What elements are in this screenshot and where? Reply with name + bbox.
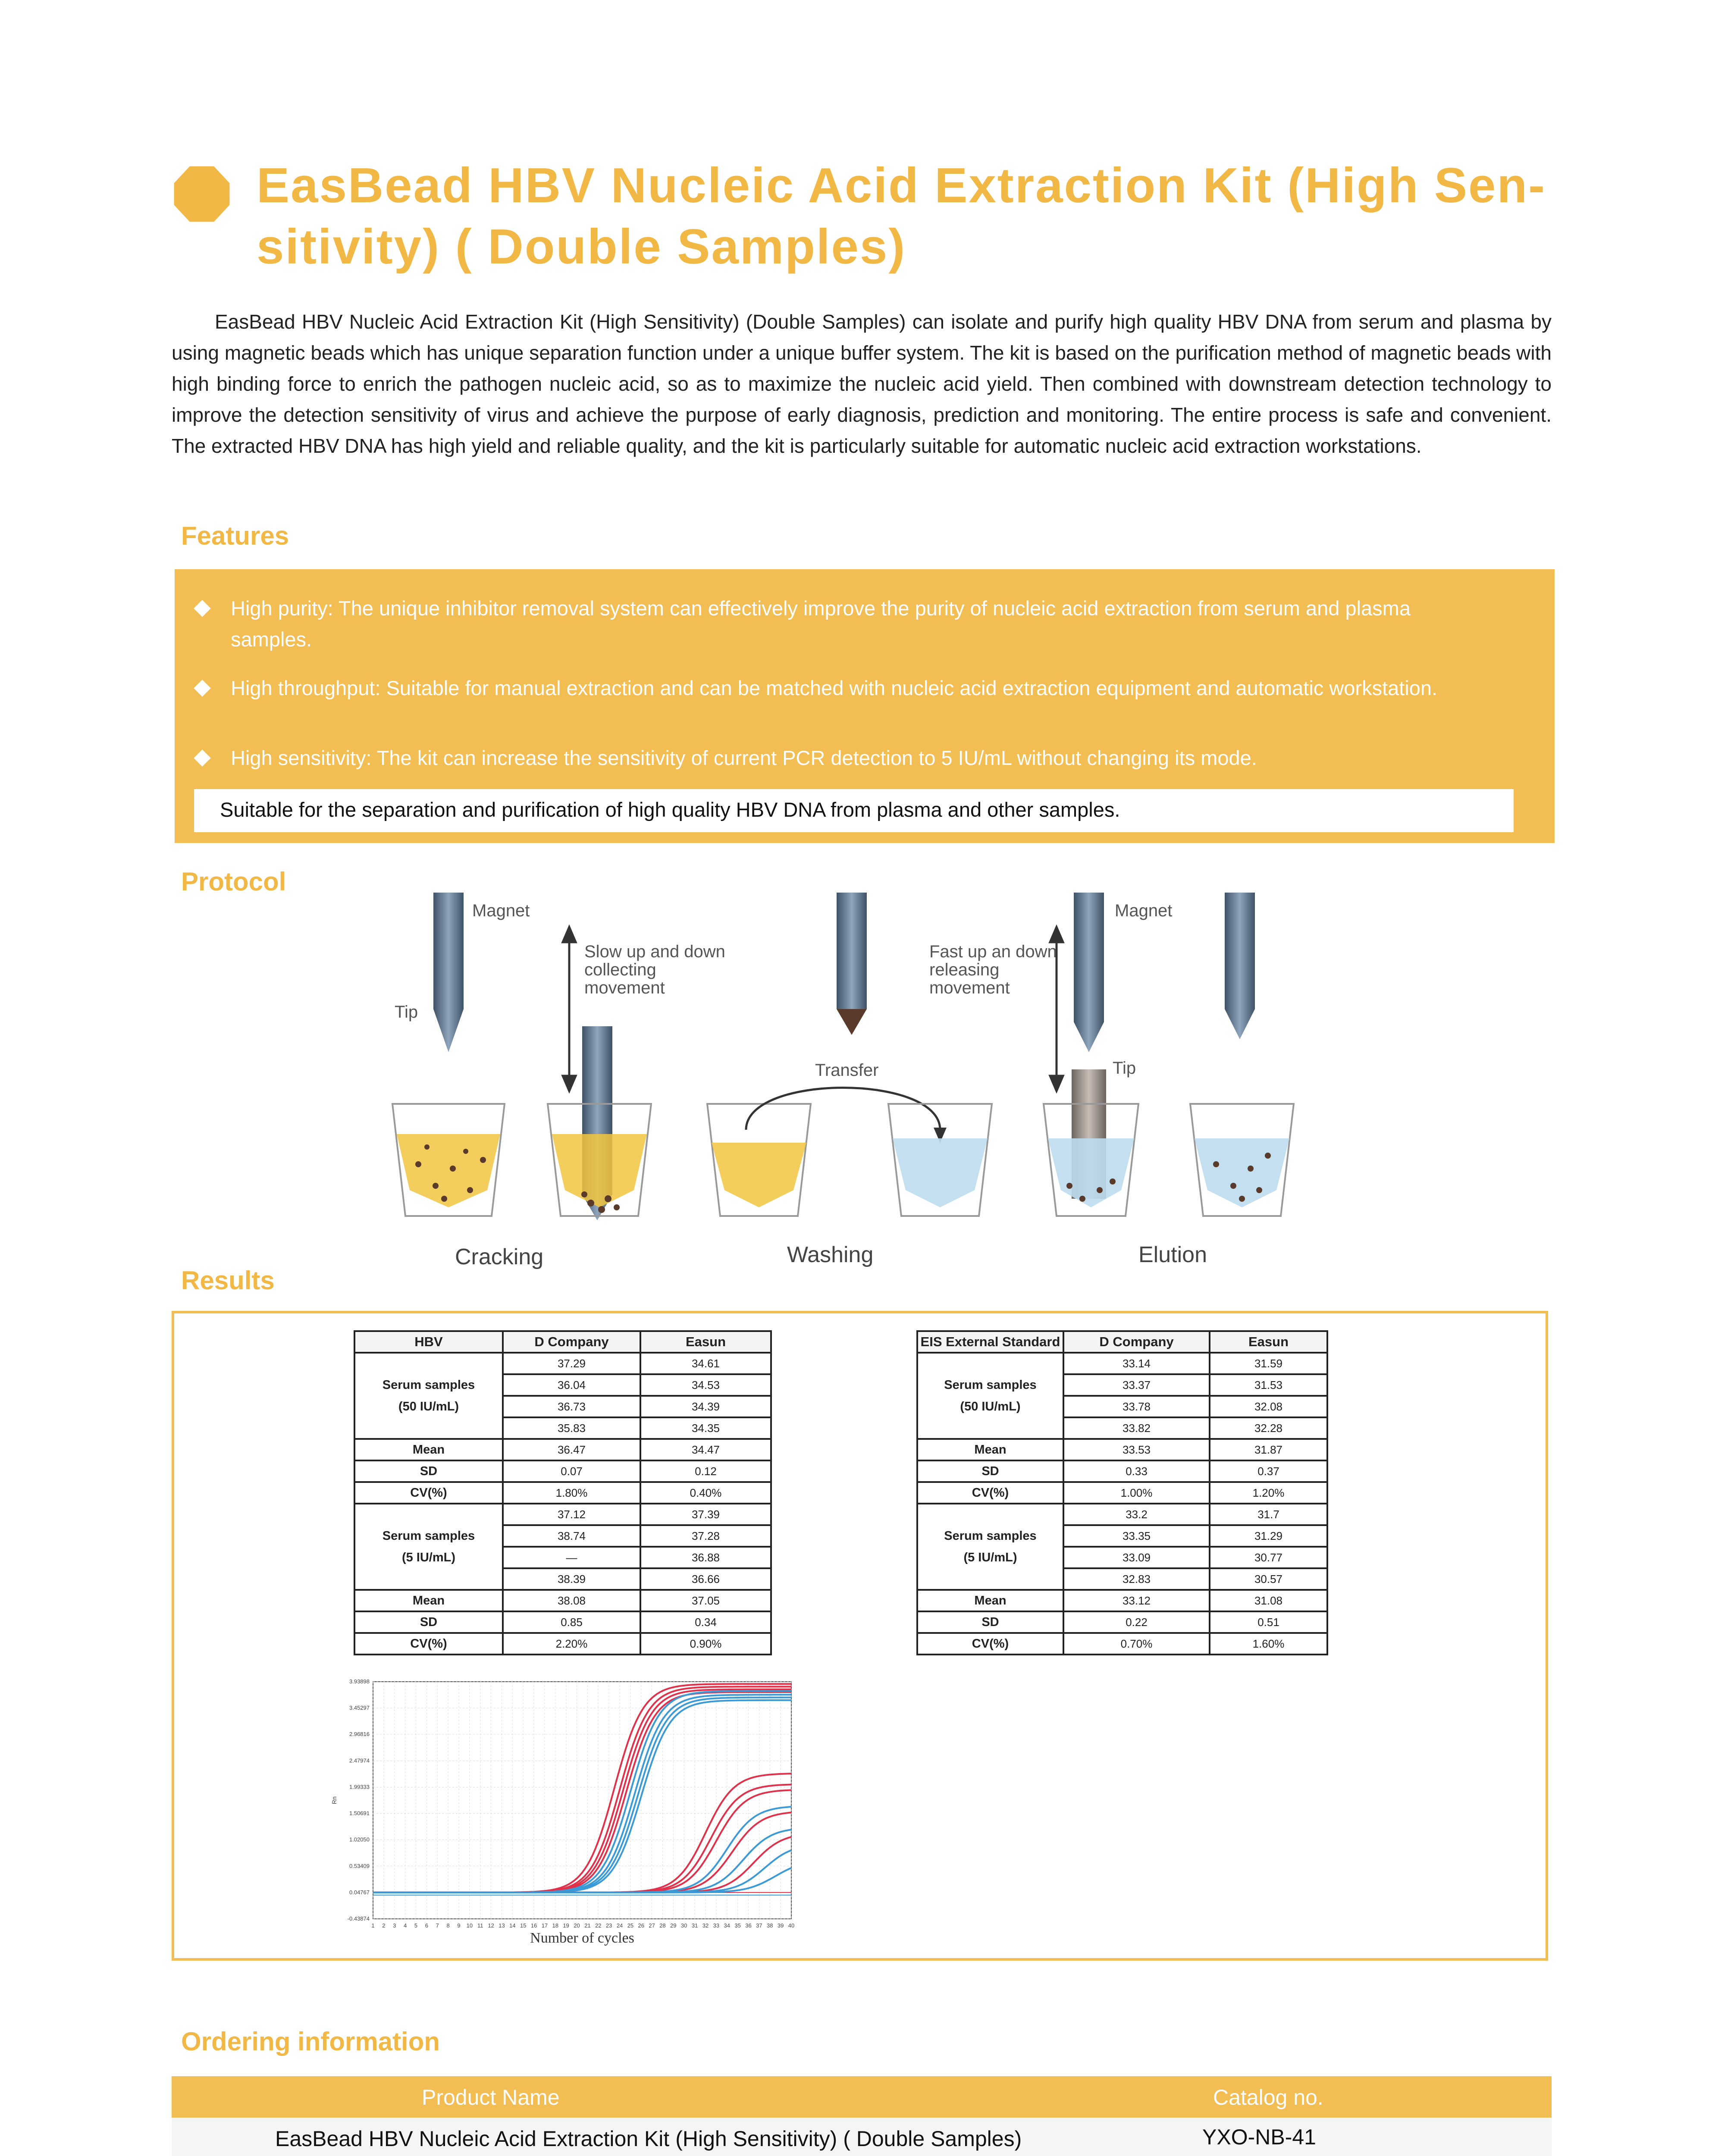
amplification-chart [328, 1677, 802, 1953]
table-cell: 32.28 [1210, 1417, 1327, 1439]
table-row [354, 1439, 771, 1460]
table-cell: — [503, 1547, 640, 1568]
magnet-icon [433, 893, 464, 1052]
x-tick-label: 12 [488, 1922, 494, 1929]
x-tick-label: 39 [777, 1922, 784, 1929]
fast-label-line-1: Fast up an down [929, 942, 1057, 961]
stat-label: SD [354, 1611, 503, 1633]
table-cell: 37.39 [640, 1504, 771, 1525]
results-table-hbv [354, 1330, 772, 1655]
page-title [257, 155, 1572, 278]
table-header-cell: D Company [503, 1331, 640, 1353]
table-cell: 37.28 [640, 1525, 771, 1547]
stat-label: CV(%) [354, 1482, 503, 1504]
table-cell: 0.85 [503, 1611, 640, 1633]
catalog-header: Catalog no. [1213, 2085, 1323, 2109]
table-cell: 0.51 [1210, 1611, 1327, 1633]
x-tick-label: 8 [446, 1922, 450, 1929]
table-cell: 37.12 [503, 1504, 640, 1525]
x-tick-label: 38 [767, 1922, 773, 1929]
y-tick-label: -0.43874 [347, 1915, 370, 1922]
stat-label: SD [917, 1460, 1063, 1482]
table-cell: 34.35 [640, 1417, 771, 1439]
y-tick-label: 1.50691 [349, 1810, 370, 1817]
page-title-line-2: sitivity) ( Double Samples) [257, 219, 906, 274]
x-tick-label: 27 [649, 1922, 655, 1929]
group-label-cell [354, 1504, 503, 1590]
table-cell: 38.39 [503, 1568, 640, 1590]
feature-text: High purity: The unique inhibitor removal system can effectively improve the purity of nucleic acid extraction from serum and plasma samples. [231, 597, 1411, 651]
x-tick-label: 30 [681, 1922, 687, 1929]
x-tick-label: 6 [425, 1922, 428, 1929]
table-cell: 31.08 [1210, 1590, 1327, 1611]
y-tick-label: 1.02050 [349, 1836, 370, 1843]
table-cell: 38.08 [503, 1590, 640, 1611]
table-row [917, 1633, 1327, 1655]
results-heading: Results [181, 1266, 275, 1295]
x-tick-label: 40 [788, 1922, 795, 1929]
group-sublabel: (5 IU/mL) [401, 1551, 456, 1564]
group-label-cell [917, 1504, 1063, 1590]
slow-label-line-1: Slow up and down [584, 942, 725, 961]
y-tick-label: 3.93898 [349, 1678, 370, 1685]
x-tick-label: 14 [509, 1922, 516, 1929]
cup-icon [392, 1104, 505, 1216]
table-cell: 36.47 [503, 1439, 640, 1460]
table-cell: 0.22 [1063, 1611, 1210, 1633]
table-cell: 33.53 [1063, 1439, 1210, 1460]
x-tick-label: 5 [414, 1922, 418, 1929]
table-cell: 37.05 [640, 1590, 771, 1611]
stat-label: Mean [354, 1439, 503, 1460]
x-tick-label: 9 [457, 1922, 461, 1929]
step-elution: Elution [1138, 1242, 1207, 1267]
x-tick-label: 26 [638, 1922, 645, 1929]
table-header-cell: EIS External Standard [917, 1331, 1063, 1353]
magnet-label: Magnet [472, 901, 530, 920]
table-cell: 36.88 [640, 1547, 771, 1568]
table-cell: 0.90% [640, 1633, 771, 1655]
y-tick-label: 0.04767 [349, 1889, 370, 1896]
table-header-cell: D Company [1063, 1331, 1210, 1353]
x-tick-label: 1 [371, 1922, 375, 1929]
table-cell: 31.7 [1210, 1504, 1327, 1525]
cup-icon [707, 1104, 811, 1216]
table-header-cell: Easun [1210, 1331, 1327, 1353]
x-tick-label: 29 [670, 1922, 677, 1929]
suitable-box [194, 789, 1514, 832]
magnet-icon [1225, 893, 1255, 1039]
x-tick-label: 31 [691, 1922, 698, 1929]
x-tick-label: 17 [541, 1922, 548, 1929]
table-cell: 34.61 [640, 1353, 771, 1374]
table-cell: 38.74 [503, 1525, 640, 1547]
x-tick-label: 3 [393, 1922, 396, 1929]
table-cell: 0.12 [640, 1460, 771, 1482]
group-sublabel: (50 IU/mL) [960, 1400, 1021, 1413]
ordering-heading: Ordering information [181, 2027, 440, 2056]
table-header-cell: Easun [640, 1331, 771, 1353]
feature-text: High throughput: Suitable for manual extraction and can be matched with nucleic acid extraction equipment and automatic workstation. [231, 677, 1438, 699]
table-row [917, 1460, 1327, 1482]
table-cell: 33.37 [1063, 1374, 1210, 1396]
x-tick-label: 21 [584, 1922, 591, 1929]
group-label-cell [917, 1353, 1063, 1439]
x-tick-label: 2 [382, 1922, 386, 1929]
table-cell: 31.29 [1210, 1525, 1327, 1547]
table-row [354, 1590, 771, 1611]
table-cell: 31.87 [1210, 1439, 1327, 1460]
x-tick-label: 20 [574, 1922, 580, 1929]
results-table-eis [916, 1330, 1328, 1655]
table-cell: 1.00% [1063, 1482, 1210, 1504]
group-label: Serum samples [944, 1378, 1037, 1392]
x-axis-label: Number of cycles [530, 1930, 634, 1946]
y-axis-label: Rn [331, 1796, 338, 1804]
table-header-row [917, 1331, 1327, 1353]
tip-label: Tip [395, 1003, 418, 1022]
table-cell: 34.53 [640, 1374, 771, 1396]
step-washing: Washing [787, 1242, 874, 1267]
slow-label-line-2: collecting [584, 960, 656, 979]
table-row [917, 1482, 1327, 1504]
magnet-label: Magnet [1115, 901, 1173, 920]
table-row [354, 1482, 771, 1504]
table-row [172, 2118, 1552, 2156]
stat-label: CV(%) [354, 1633, 503, 1655]
table-cell: 36.73 [503, 1396, 640, 1417]
table-row [917, 1590, 1327, 1611]
table-cell: 33.35 [1063, 1525, 1210, 1547]
table-row [354, 1611, 771, 1633]
table-row [354, 1353, 771, 1374]
table-cell: 1.60% [1210, 1633, 1327, 1655]
x-tick-label: 32 [702, 1922, 709, 1929]
table-cell: 36.66 [640, 1568, 771, 1590]
table-cell: 0.37 [1210, 1460, 1327, 1482]
stat-label: Mean [917, 1439, 1063, 1460]
x-tick-label: 22 [595, 1922, 602, 1929]
stat-label: SD [917, 1611, 1063, 1633]
up-down-arrow-icon [563, 927, 576, 1091]
suitable-text: Suitable for the separation and purification of high quality HBV DNA from plasma and other samples. [220, 798, 1120, 821]
table-cell: 0.07 [503, 1460, 640, 1482]
step-cracking: Cracking [455, 1244, 544, 1269]
product-name-header: Product Name [422, 2085, 560, 2109]
table-row [917, 1611, 1327, 1633]
table-cell: 33.09 [1063, 1547, 1210, 1568]
catalog-cell: YXO-NB-41 [1202, 2125, 1316, 2149]
table-row [354, 1504, 771, 1525]
page-title-line-1: EasBead HBV Nucleic Acid Extraction Kit (High Sen- [257, 158, 1546, 213]
features-heading: Features [181, 521, 289, 550]
feature-text: High sensitivity: The kit can increase the sensitivity of current PCR detection to 5 IU/mL without changing its mode. [231, 746, 1257, 769]
stat-label: SD [354, 1460, 503, 1482]
group-label: Serum samples [382, 1529, 475, 1543]
table-row [354, 1633, 771, 1655]
ordering-header-row [172, 2076, 1552, 2118]
stat-label: CV(%) [917, 1482, 1063, 1504]
x-tick-label: 19 [563, 1922, 569, 1929]
table-cell: 34.47 [640, 1439, 771, 1460]
table-cell: 37.29 [503, 1353, 640, 1374]
table-cell: 33.2 [1063, 1504, 1210, 1525]
table-cell: 32.08 [1210, 1396, 1327, 1417]
table-cell: 1.20% [1210, 1482, 1327, 1504]
y-tick-label: 2.96816 [349, 1730, 370, 1737]
diamond-bullet-icon [194, 680, 211, 697]
title-bullet-icon [172, 164, 232, 224]
y-tick-label: 2.47974 [349, 1757, 370, 1764]
table-cell: 33.82 [1063, 1417, 1210, 1439]
x-tick-label: 25 [627, 1922, 634, 1929]
table-header-row [354, 1331, 771, 1353]
transfer-arrow-icon [746, 1088, 940, 1130]
cup-icon [888, 1104, 992, 1216]
protocol-heading: Protocol [181, 867, 286, 896]
cup-icon [1190, 1104, 1294, 1216]
table-row [354, 1460, 771, 1482]
magnet-icon [837, 893, 867, 1035]
table-cell: 2.20% [503, 1633, 640, 1655]
x-tick-label: 13 [499, 1922, 505, 1929]
table-header-cell: HBV [354, 1331, 503, 1353]
stat-label: Mean [354, 1590, 503, 1611]
stat-label: Mean [917, 1590, 1063, 1611]
table-cell: 32.83 [1063, 1568, 1210, 1590]
x-tick-label: 10 [466, 1922, 473, 1929]
stat-label: CV(%) [917, 1633, 1063, 1655]
protocol-diagram [367, 888, 1402, 1276]
x-tick-label: 34 [724, 1922, 731, 1929]
table-cell: 33.14 [1063, 1353, 1210, 1374]
x-tick-label: 15 [520, 1922, 527, 1929]
table-row [917, 1504, 1327, 1525]
table-cell: 0.70% [1063, 1633, 1210, 1655]
transfer-label: Transfer [815, 1061, 879, 1080]
table-cell: 1.80% [503, 1482, 640, 1504]
x-tick-label: 28 [659, 1922, 666, 1929]
slow-label-line-3: movement [584, 978, 665, 997]
table-cell: 36.04 [503, 1374, 640, 1396]
table-cell: 33.12 [1063, 1590, 1210, 1611]
x-tick-label: 4 [403, 1922, 407, 1929]
x-tick-label: 7 [436, 1922, 439, 1929]
x-tick-label: 33 [713, 1922, 720, 1929]
x-tick-label: 16 [530, 1922, 537, 1929]
diamond-bullet-icon [194, 749, 211, 767]
fast-label-line-3: movement [929, 978, 1010, 997]
group-sublabel: (50 IU/mL) [398, 1400, 459, 1413]
fast-label-line-2: releasing [929, 960, 1000, 979]
x-tick-label: 23 [605, 1922, 612, 1929]
table-row [917, 1353, 1327, 1374]
y-tick-label: 0.53409 [349, 1862, 370, 1869]
table-cell: 30.57 [1210, 1568, 1327, 1590]
x-tick-label: 36 [745, 1922, 752, 1929]
group-label-cell [354, 1353, 503, 1439]
table-cell: 0.33 [1063, 1460, 1210, 1482]
table-cell: 31.53 [1210, 1374, 1327, 1396]
table-cell: 0.34 [640, 1611, 771, 1633]
product-name-cell: EasBead HBV Nucleic Acid Extraction Kit (High Sensitivity) ( Double Samples) [275, 2127, 1022, 2151]
table-cell: 0.40% [640, 1482, 771, 1504]
magnet-icon [1074, 893, 1104, 1052]
x-tick-label: 24 [616, 1922, 623, 1929]
group-sublabel: (5 IU/mL) [963, 1551, 1017, 1564]
y-tick-label: 3.45297 [349, 1705, 370, 1711]
x-tick-label: 18 [552, 1922, 559, 1929]
table-cell: 35.83 [503, 1417, 640, 1439]
tip-label: Tip [1113, 1059, 1136, 1078]
y-tick-label: 1.99333 [349, 1783, 370, 1790]
group-label: Serum samples [382, 1378, 475, 1392]
table-cell: 34.39 [640, 1396, 771, 1417]
x-tick-label: 11 [477, 1922, 483, 1929]
table-cell: 31.59 [1210, 1353, 1327, 1374]
intro-text: EasBead HBV Nucleic Acid Extraction Kit (High Sensitivity) (Double Samples) can isolate and purify high quality HBV DNA from serum and plasma by using magnetic beads which has unique separation function under a unique buffer system. The kit is based on the purification method of magnetic beads with high binding force to enrich the pathogen nucleic acid, so as to maximize the nucleic acid yield. Then combined with downstream detection technology to improve the detection sensitivity of virus and achieve the purpose of early diagnosis, prediction and monitoring. The entire process is safe and convenient. The extracted HBV DNA has high yield and reliable quality, and the kit is particularly suitable for automatic nucleic acid extraction workstations. [172, 310, 1552, 457]
table-row [917, 1439, 1327, 1460]
intro-paragraph [172, 306, 1552, 461]
x-tick-label: 35 [734, 1922, 741, 1929]
x-tick-label: 37 [756, 1922, 762, 1929]
group-label: Serum samples [944, 1529, 1037, 1543]
table-cell: 30.77 [1210, 1547, 1327, 1568]
diamond-bullet-icon [194, 600, 211, 617]
table-cell: 33.78 [1063, 1396, 1210, 1417]
